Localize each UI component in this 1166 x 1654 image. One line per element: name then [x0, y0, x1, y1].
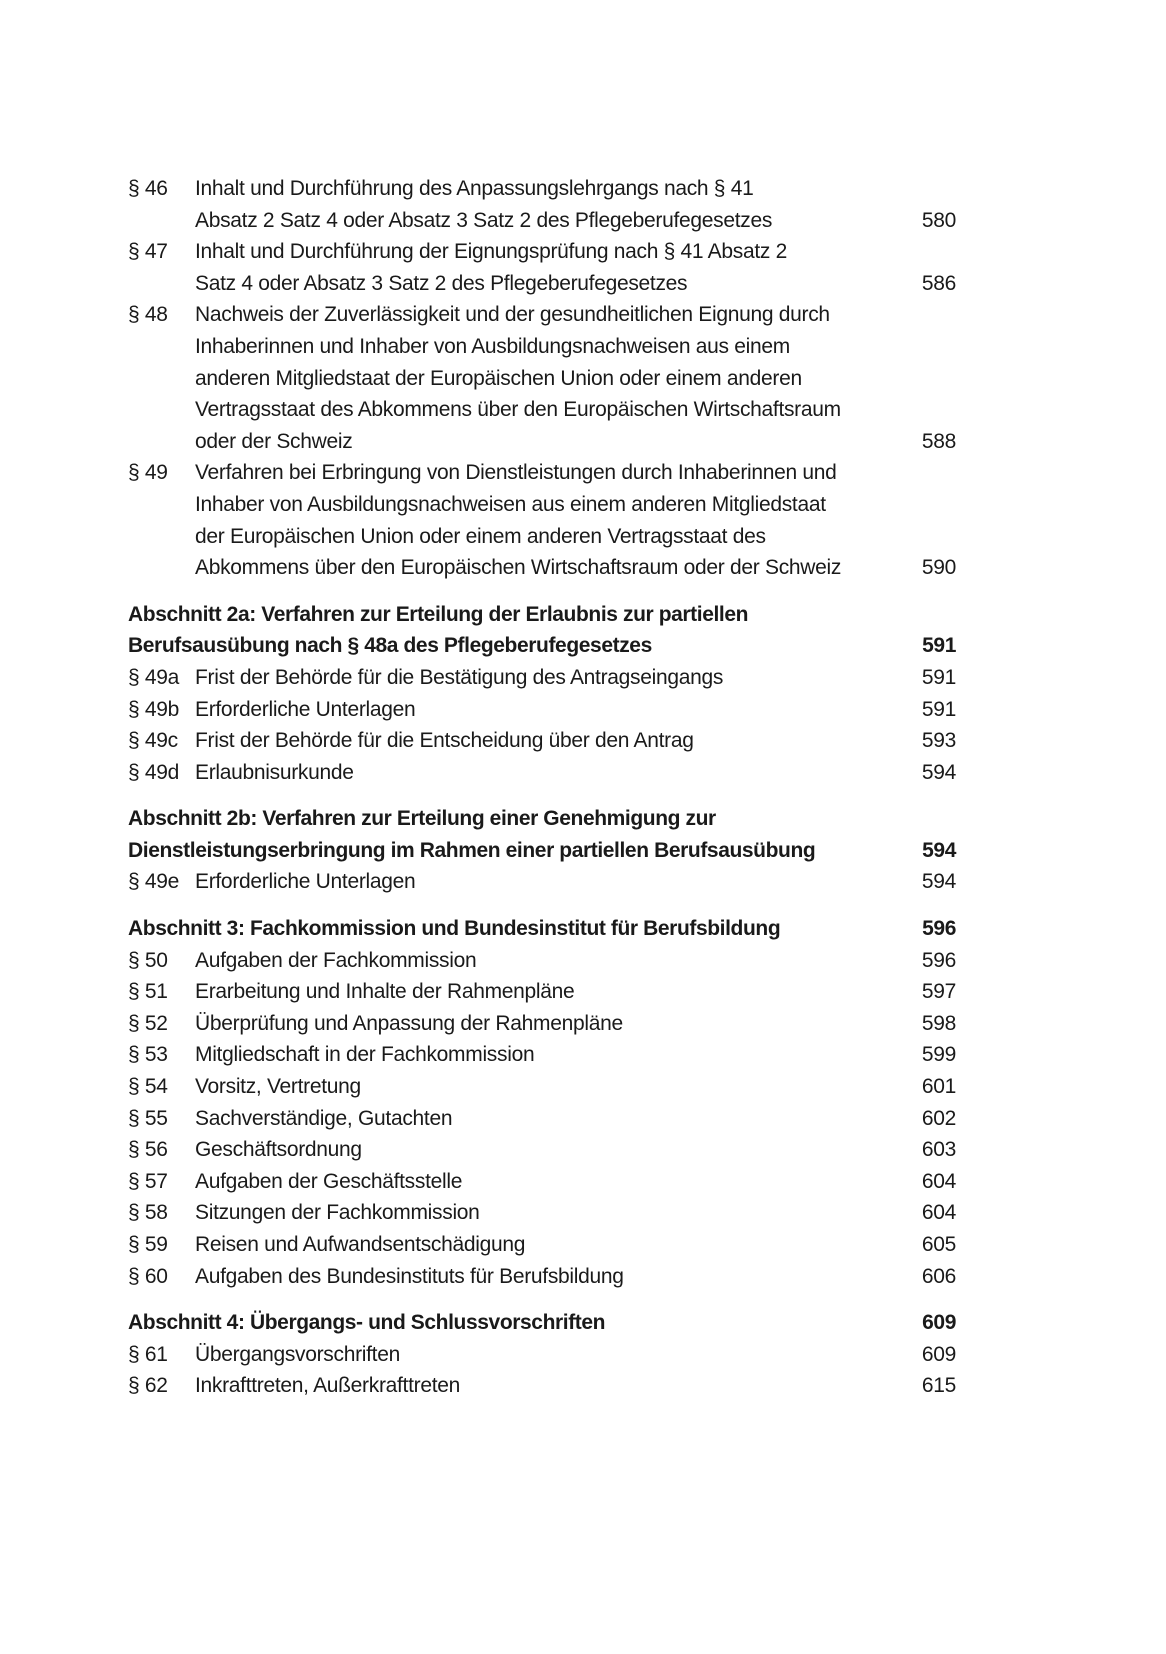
- toc-entry: [128, 1008, 956, 1040]
- title-line: Inkrafttreten, Außerkrafttreten: [195, 1374, 460, 1398]
- title-line: Erlaubnisurkunde: [195, 760, 354, 784]
- page-number: 590: [921, 556, 956, 580]
- title-line: Verfahren bei Erbringung von Dienstleistungen durch Inhaberinnen und: [195, 461, 837, 485]
- entry-title: [195, 1261, 896, 1293]
- page-number: 615: [921, 1374, 956, 1398]
- title-line: Abschnitt 2a: Verfahren zur Erteilung der Erlaubnis zur partiellen: [128, 602, 749, 626]
- title-line: Abschnitt 2b: Verfahren zur Erteilung einer Genehmigung zur: [128, 807, 716, 831]
- page-number: 609: [921, 1342, 956, 1366]
- title-line: Erarbeitung und Inhalte der Rahmenpläne: [195, 980, 575, 1004]
- toc-entry: [128, 866, 956, 898]
- entry-title: [195, 1008, 896, 1040]
- paragraph-number: § 46: [128, 177, 168, 200]
- entry-title: [195, 1166, 896, 1198]
- title-line: Abschnitt 4: Übergangs- und Schlussvorschriften: [128, 1311, 606, 1335]
- title-line: Erforderliche Unterlagen: [195, 870, 416, 894]
- paragraph-number: § 56: [128, 1138, 168, 1162]
- title-line: Absatz 2 Satz 4 oder Absatz 3 Satz 2 des Pflegeberufegesetzes: [195, 208, 773, 232]
- page-number: 593: [921, 729, 956, 753]
- entry-title: [195, 236, 896, 299]
- paragraph-number: § 61: [128, 1342, 168, 1366]
- paragraph-number: § 59: [128, 1233, 168, 1256]
- page-number: 603: [921, 1138, 956, 1162]
- entry-title: [195, 1370, 896, 1402]
- entry-title: [195, 1103, 896, 1135]
- page-number: 599: [921, 1043, 956, 1067]
- page-number: 602: [921, 1106, 956, 1130]
- page-number: 609: [922, 1311, 956, 1335]
- title-line: Geschäftsordnung: [195, 1138, 362, 1162]
- page-number: 580: [921, 208, 956, 232]
- entry-title: [195, 976, 896, 1008]
- paragraph-number: § 48: [128, 303, 168, 327]
- toc-entry: [128, 236, 956, 299]
- title-line: Mitgliedschaft in der Fachkommission: [195, 1043, 535, 1067]
- entry-title: [195, 757, 896, 789]
- entry-title: [195, 694, 896, 726]
- paragraph-number: § 57: [128, 1169, 168, 1193]
- entry-title: [195, 1197, 896, 1229]
- toc-section-heading: [128, 599, 956, 662]
- title-line: Sachverständige, Gutachten: [195, 1106, 453, 1130]
- page-number: 594: [921, 760, 956, 784]
- page-number: 601: [921, 1075, 956, 1099]
- title-line: Aufgaben der Geschäftsstelle: [195, 1169, 463, 1193]
- title-line: der Europäischen Union oder einem anderen Vertragsstaat des: [195, 524, 766, 548]
- toc-entry: [128, 1103, 956, 1135]
- page-number: 594: [922, 838, 956, 862]
- paragraph-number: § 52: [128, 1011, 168, 1035]
- entry-title: [195, 1039, 896, 1071]
- entry-title: [128, 913, 896, 945]
- paragraph-number: § 49e: [128, 870, 180, 894]
- paragraph-number: § 55: [128, 1106, 168, 1130]
- paragraph-number: § 50: [128, 948, 168, 972]
- page-number: 594: [921, 870, 956, 894]
- paragraph-number: § 53: [128, 1043, 168, 1067]
- entry-title: [128, 803, 896, 866]
- entry-title: [195, 725, 896, 757]
- paragraph-number: § 62: [128, 1374, 168, 1398]
- title-line: Dienstleistungserbringung im Rahmen einer partiellen Berufsausübung: [128, 838, 816, 862]
- page-number: 591: [921, 697, 956, 721]
- toc-entry: [128, 694, 956, 726]
- title-line: Abkommens über den Europäischen Wirtschaftsraum oder der Schweiz: [195, 556, 842, 580]
- title-line: Abschnitt 3: Fachkommission und Bundesinstitut für Berufsbildung: [128, 917, 781, 941]
- title-line: Überprüfung und Anpassung der Rahmenpläne: [195, 1011, 623, 1035]
- page-number: 598: [921, 1011, 956, 1035]
- toc-entry: [128, 1261, 956, 1293]
- paragraph-number: § 49a: [128, 665, 180, 689]
- title-line: Inhaberinnen und Inhaber von Ausbildungsnachweisen aus einem: [195, 334, 790, 358]
- paragraph-number: § 47: [128, 240, 168, 264]
- page-number: 596: [921, 948, 956, 972]
- page-number: 605: [921, 1233, 956, 1256]
- page-number: 606: [921, 1264, 956, 1288]
- paragraph-number: § 54: [128, 1075, 168, 1099]
- page-number: 604: [921, 1201, 956, 1225]
- toc-entry: [128, 1229, 956, 1261]
- page-number: 588: [921, 429, 956, 453]
- toc-section-heading: [128, 803, 956, 866]
- paragraph-number: § 49d: [128, 760, 180, 784]
- page-number: 596: [922, 917, 956, 941]
- entry-title: [195, 173, 896, 236]
- toc-entry: [128, 662, 956, 694]
- title-line: Berufsausübung nach § 48a des Pflegeberufegesetzes: [128, 634, 652, 658]
- title-line: Aufgaben des Bundesinstituts für Berufsbildung: [195, 1264, 624, 1288]
- paragraph-number: § 58: [128, 1201, 168, 1225]
- toc-entry: [128, 725, 956, 757]
- page-number: 591: [921, 665, 956, 689]
- paragraph-number: § 51: [128, 980, 168, 1004]
- paragraph-number: § 49b: [128, 697, 180, 721]
- title-line: Frist der Behörde für die Entscheidung über den Antrag: [195, 729, 694, 753]
- title-line: oder der Schweiz: [195, 429, 353, 453]
- toc-entry: [128, 1166, 956, 1198]
- title-line: Nachweis der Zuverlässigkeit und der gesundheitlichen Eignung durch: [195, 303, 830, 327]
- entry-title: [195, 1229, 896, 1261]
- entry-title: [195, 299, 896, 457]
- toc-entry: [128, 1370, 956, 1402]
- entry-title: [195, 1071, 896, 1103]
- title-line: Inhalt und Durchführung der Eignungsprüfung nach § 41 Absatz 2: [195, 240, 788, 264]
- toc-entry: [128, 945, 956, 977]
- toc-entry: [128, 457, 956, 583]
- title-line: Übergangsvorschriften: [195, 1342, 400, 1366]
- entry-title: [195, 1134, 896, 1166]
- entry-title: [195, 1339, 896, 1371]
- toc-entry: [128, 1039, 956, 1071]
- toc-entry: [128, 1134, 956, 1166]
- toc-entry: [128, 299, 956, 457]
- toc-entry: [128, 173, 956, 236]
- entry-title: [195, 662, 896, 694]
- title-line: Erforderliche Unterlagen: [195, 697, 416, 721]
- toc-section-heading: [128, 913, 956, 945]
- paragraph-number: § 49: [128, 461, 168, 485]
- toc-entry: [128, 976, 956, 1008]
- title-line: Satz 4 oder Absatz 3 Satz 2 des Pflegeberufegesetzes: [195, 271, 688, 295]
- toc-entry: [128, 757, 956, 789]
- entry-title: [195, 866, 896, 898]
- paragraph-number: § 60: [128, 1264, 168, 1288]
- title-line: Reisen und Aufwandsentschädigung: [195, 1233, 526, 1256]
- entry-title: [128, 1307, 896, 1339]
- entry-title: [195, 457, 896, 583]
- entry-title: [195, 945, 896, 977]
- title-line: Vorsitz, Vertretung: [195, 1075, 361, 1099]
- page-number: 597: [921, 980, 956, 1004]
- page-number: 604: [921, 1169, 956, 1193]
- toc-entry: [128, 1339, 956, 1371]
- table-of-contents: [128, 173, 956, 1402]
- title-line: Inhaber von Ausbildungsnachweisen aus einem anderen Mitgliedstaat: [195, 492, 826, 516]
- title-line: Inhalt und Durchführung des Anpassungslehrgangs nach § 41: [195, 177, 754, 200]
- page-number: 586: [921, 271, 956, 295]
- page-number: 591: [922, 634, 956, 658]
- toc-entry: [128, 1071, 956, 1103]
- title-line: Aufgaben der Fachkommission: [195, 948, 477, 972]
- title-line: Vertragsstaat des Abkommens über den Europäischen Wirtschaftsraum: [195, 398, 841, 422]
- toc-section-heading: [128, 1307, 956, 1339]
- title-line: anderen Mitgliedstaat der Europäischen Union oder einem anderen: [195, 366, 802, 390]
- toc-entry: [128, 1197, 956, 1229]
- title-line: Sitzungen der Fachkommission: [195, 1201, 480, 1225]
- paragraph-number: § 49c: [128, 729, 178, 753]
- entry-title: [128, 599, 896, 662]
- title-line: Frist der Behörde für die Bestätigung des Antragseingangs: [195, 665, 724, 689]
